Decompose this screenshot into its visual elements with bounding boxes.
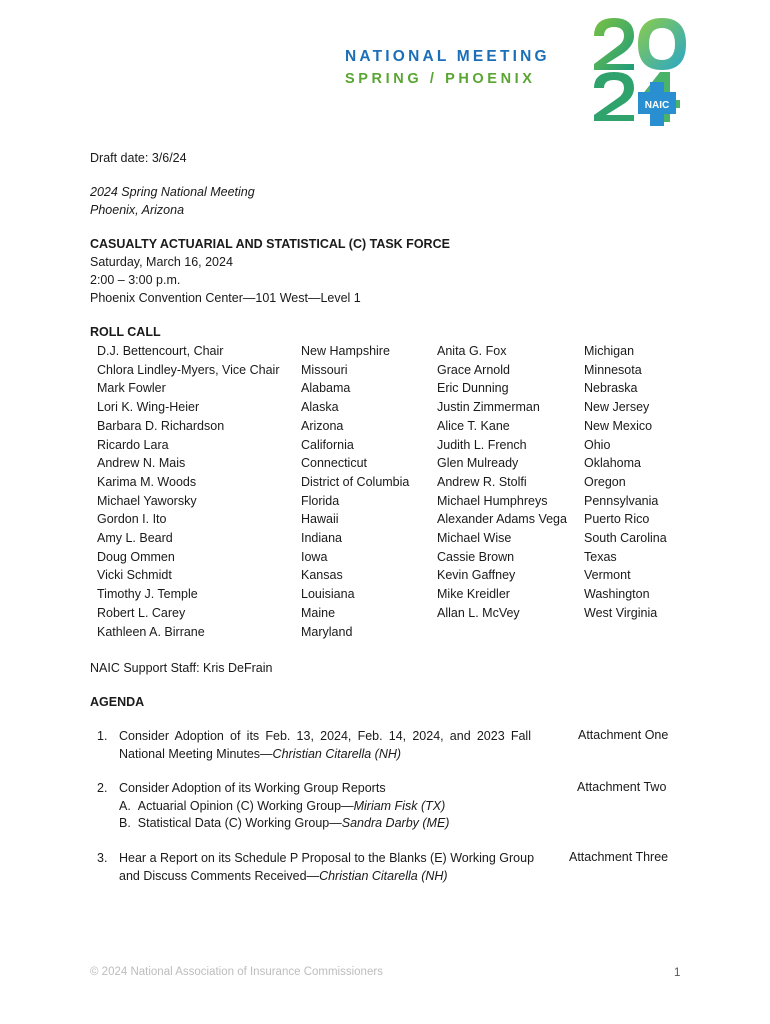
- roll-call-left-state-item: Louisiana: [301, 587, 355, 602]
- support-staff: NAIC Support Staff: Kris DeFrain: [90, 661, 273, 675]
- agenda-item-1-text: [119, 728, 531, 763]
- roll-call-left-name-item: Doug Ommen: [97, 549, 175, 564]
- footer-copyright: © 2024 National Association of Insurance Commissioners: [90, 966, 383, 978]
- roll-call-left-name-item: Andrew N. Mais: [97, 456, 186, 471]
- roll-call-left-name-item: Amy L. Beard: [97, 531, 173, 546]
- agenda-heading: AGENDA: [90, 695, 145, 709]
- roll-call-right-state-item: Minnesota: [584, 362, 642, 377]
- roll-call-left-state-item: Iowa: [301, 549, 328, 564]
- agenda-item-3-presenter: —Christian Citarella (NH): [306, 868, 448, 883]
- roll-call-left-names: [97, 342, 279, 641]
- logo-digit-2-bottom: [594, 72, 634, 121]
- roll-call-right-name-item: Alice T. Kane: [437, 418, 510, 433]
- roll-call-left-state-item: Arizona: [301, 418, 344, 433]
- roll-call-right-name-item: Alexander Adams Vega: [437, 512, 567, 527]
- agenda-item-3-description-line2: [119, 868, 531, 886]
- roll-call-right-name-item: Cassie Brown: [437, 549, 515, 564]
- roll-call-left-name-item: Timothy J. Temple: [97, 587, 198, 602]
- agenda-item-2-text: [119, 780, 531, 833]
- agenda-item-3-number: 3.: [97, 851, 108, 865]
- agenda-item-2-number: 2.: [97, 781, 108, 795]
- agenda-item-2-sub-a: [119, 798, 531, 816]
- roll-call-left-state-item: Hawaii: [301, 512, 339, 527]
- roll-call-left-states: [301, 342, 409, 641]
- agenda-item-1-description: Consider Adoption of its Feb. 13, 2024, Feb. 14, 2024, and 2023 Fall National Meeting Minutes: [119, 729, 531, 761]
- meeting-location: Phoenix, Arizona: [90, 203, 185, 217]
- roll-call-left-name-item: Gordon I. Ito: [97, 512, 167, 527]
- roll-call-left-name-item: Lori K. Wing-Heier: [97, 400, 200, 415]
- roll-call-heading: ROLL CALL: [90, 325, 161, 339]
- roll-call-right-states: [584, 342, 667, 623]
- header-spring-phoenix: SPRING / PHOENIX: [345, 71, 536, 87]
- roll-call-left-name-item: D.J. Bettencourt, Chair: [97, 344, 224, 358]
- roll-call-left-name-item: Mark Fowler: [97, 381, 166, 396]
- roll-call-right-names: [437, 342, 567, 623]
- logo-badge-text: NAIC: [644, 100, 670, 111]
- roll-call-left-state-item: Alabama: [301, 381, 351, 396]
- agenda-item-2-sub-b-presenter: —Sandra Darby (ME): [329, 816, 450, 830]
- roll-call-right-state-item: New Jersey: [584, 400, 650, 415]
- roll-call-right-state-item: Puerto Rico: [584, 512, 650, 527]
- roll-call-right-state-item: Oregon: [584, 474, 626, 489]
- meeting-name: 2024 Spring National Meeting: [90, 185, 255, 199]
- roll-call-right-name-item: Judith L. French: [437, 437, 527, 452]
- roll-call-left-name-item: Robert L. Carey: [97, 605, 186, 620]
- task-force-time: 2:00 – 3:00 p.m.: [90, 273, 181, 287]
- roll-call-right-state-item: New Mexico: [584, 418, 653, 433]
- roll-call-right-state-item: Nebraska: [584, 381, 638, 396]
- roll-call-right-name-item: Michael Wise: [437, 531, 512, 546]
- roll-call-left-name-item: Barbara D. Richardson: [97, 418, 225, 433]
- roll-call-right-state-item: Washington: [584, 587, 650, 602]
- agenda-item-1-attachment: Attachment One: [578, 728, 669, 742]
- agenda-item-2-attachment: Attachment Two: [577, 780, 667, 794]
- agenda-item-2-sub-a-text: Actuarial Opinion (C) Working Group: [137, 798, 342, 813]
- roll-call-left-state-item: Kansas: [301, 568, 343, 583]
- agenda-item-2-description: Consider Adoption of its Working Group Reports: [119, 781, 386, 795]
- agenda-item-2-sub-b-letter: B.: [119, 816, 131, 830]
- roll-call-left-name-item: Vicki Schmidt: [97, 568, 172, 583]
- roll-call-left-state-item: Connecticut: [301, 456, 368, 471]
- roll-call-right-state-item: Ohio: [584, 437, 611, 452]
- roll-call-right-name-item: Eric Dunning: [437, 381, 509, 396]
- roll-call-right-state-item: Vermont: [584, 568, 631, 583]
- roll-call-left-name-item: Ricardo Lara: [97, 437, 169, 452]
- footer-page-number: 1: [674, 967, 681, 979]
- roll-call-left-state-item: District of Columbia: [301, 474, 410, 489]
- agenda-item-2-sub-b: [119, 815, 531, 833]
- agenda-item-3-text: [119, 850, 535, 885]
- logo-digit-2-top: [594, 18, 634, 70]
- roll-call-right-name-item: Justin Zimmerman: [437, 400, 540, 415]
- agenda-item-3-description-line2-text: and Discuss Comments Received: [119, 868, 307, 883]
- roll-call-right-state-item: Pennsylvania: [584, 493, 659, 508]
- roll-call-right-state-item: Oklahoma: [584, 456, 641, 471]
- agenda-item-2-sub-a-presenter: —Miriam Fisk (TX): [341, 798, 446, 813]
- draft-date: Draft date: 3/6/24: [90, 151, 187, 165]
- task-force-location: Phoenix Convention Center—101 West—Level 1: [90, 291, 361, 305]
- roll-call-left-name-item: Karima M. Woods: [97, 474, 197, 489]
- roll-call-right-state-item: South Carolina: [584, 531, 667, 546]
- logo-digit-0: [638, 18, 686, 70]
- roll-call-left-state-item: Indiana: [301, 531, 343, 546]
- roll-call-left-state-item: California: [301, 437, 354, 452]
- agenda-item-2-sub-a-letter: A.: [119, 798, 131, 813]
- roll-call-left-state-item: Maine: [301, 605, 336, 620]
- agenda-item-2-sub-b-text: Statistical Data (C) Working Group: [137, 816, 330, 830]
- roll-call-right-name-item: Glen Mulready: [437, 456, 519, 471]
- task-force-date: Saturday, March 16, 2024: [90, 255, 233, 269]
- agenda-item-3-description-line1: Hear a Report on its Schedule P Proposal to the Blanks (E) Working Group: [119, 851, 535, 865]
- roll-call-right-name-item: Grace Arnold: [437, 362, 510, 377]
- roll-call-left-name-item: Chlora Lindley-Myers, Vice Chair: [97, 362, 280, 377]
- roll-call-right-name-item: Michael Humphreys: [437, 493, 548, 508]
- roll-call-right-name-item: Andrew R. Stolfi: [437, 474, 527, 489]
- roll-call-left-state-item: Alaska: [301, 400, 339, 415]
- roll-call-left-name-item: Kathleen A. Birrane: [97, 624, 205, 639]
- roll-call-left-state-item: Maryland: [301, 624, 353, 639]
- agenda-item-1-presenter: —Christian Citarella (NH): [260, 746, 402, 761]
- roll-call-right-name-item: Mike Kreidler: [437, 587, 510, 602]
- roll-call-left-name-item: Michael Yaworsky: [97, 493, 197, 508]
- roll-call-right-state-item: Michigan: [584, 344, 635, 358]
- roll-call-right-name-item: Anita G. Fox: [437, 344, 507, 358]
- roll-call-left-state-item: New Hampshire: [301, 344, 390, 358]
- roll-call-right-state-item: Texas: [584, 549, 617, 564]
- roll-call-right-state-item: West Virginia: [584, 605, 658, 620]
- roll-call-right-name-item: Kevin Gaffney: [437, 568, 516, 583]
- agenda-item-1-number: 1.: [97, 729, 108, 743]
- agenda-item-3-attachment: Attachment Three: [569, 850, 669, 864]
- roll-call-left-state-item: Florida: [301, 493, 340, 508]
- header-national-meeting: NATIONAL MEETING: [345, 48, 550, 65]
- roll-call-right-name-item: Allan L. McVey: [437, 605, 520, 620]
- naic-2024-logo: [590, 14, 690, 126]
- task-force-title: CASUALTY ACTUARIAL AND STATISTICAL (C) TASK FORCE: [90, 237, 450, 251]
- roll-call-left-state-item: Missouri: [301, 362, 348, 377]
